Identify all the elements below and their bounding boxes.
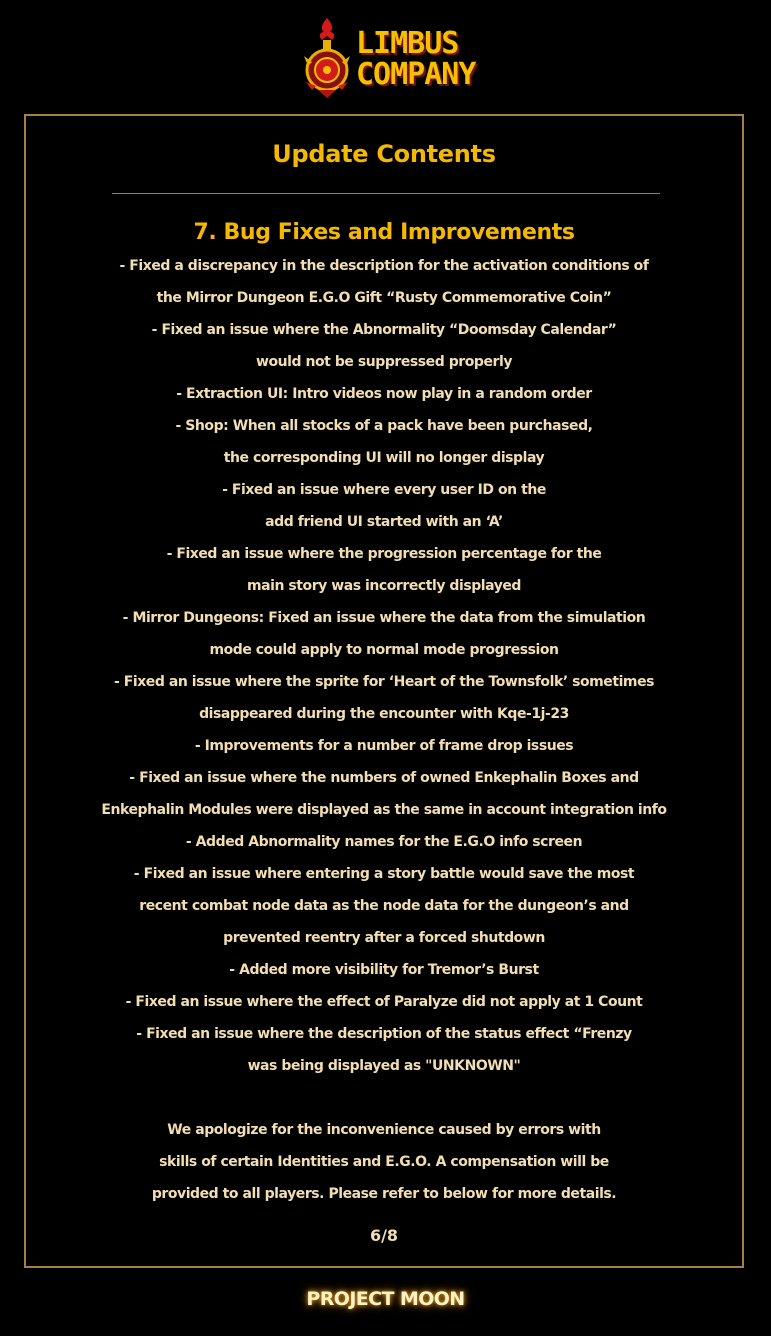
section-title: 7. Bug Fixes and Improvements (193, 220, 575, 245)
apology-line: We apologize for the inconvenience caused by errors with (167, 1122, 601, 1138)
text-line: - Fixed an issue where the sprite for ‘Heart of the Townsfolk’ sometimes (113, 674, 654, 690)
text-line: - Fixed a discrepancy in the description for the activation conditions of (119, 258, 649, 274)
text-line: - Fixed an issue where every user ID on the (222, 482, 546, 498)
text-line: - Fixed an issue where entering a story battle would save the most (133, 866, 635, 882)
text-line: - Fixed an issue where the description of the status effect “Frenzy (136, 1026, 632, 1042)
text-line: was being displayed as "UNKNOWN" (247, 1058, 521, 1074)
text-line: - Fixed an issue where the effect of Paralyze did not apply at 1 Count (125, 994, 643, 1010)
text-line: prevented reentry after a forced shutdown (223, 930, 545, 946)
text-line: - Fixed an issue where the numbers of owned Enkephalin Boxes and (129, 770, 639, 786)
paragraph-gap (26, 1082, 742, 1114)
logo-wordmark (356, 28, 475, 90)
text-line: - Shop: When all stocks of a pack have been purchased, (175, 418, 593, 434)
text-line: main story was incorrectly displayed (246, 578, 522, 594)
apology-line: provided to all players. Please refer to below for more details. (151, 1186, 617, 1202)
update-contents-panel (24, 114, 744, 1268)
title-divider (112, 193, 660, 194)
text-line: add friend UI started with an ‘A’ (265, 514, 503, 530)
text-line: the Mirror Dungeon E.G.O Gift “Rusty Commemorative Coin” (156, 290, 612, 306)
text-line: - Added Abnormality names for the E.G.O info screen (185, 834, 583, 850)
logo-wordmark-line1: LIMBUS (356, 26, 459, 61)
text-line: - Fixed an issue where the progression percentage for the (166, 546, 602, 562)
text-line: mode could apply to normal mode progression (209, 642, 559, 658)
text-line: - Mirror Dungeons: Fixed an issue where the data from the simulation (122, 610, 646, 626)
text-line: - Fixed an issue where the Abnormality “Doomsday Calendar” (151, 322, 617, 338)
text-line: the corresponding UI will no longer display (223, 450, 545, 466)
text-line: - Improvements for a number of frame drop issues (194, 738, 574, 754)
text-line: recent combat node data as the node data for the dungeon’s and (139, 898, 629, 914)
text-line: would not be suppressed properly (255, 354, 513, 370)
apology-line: skills of certain Identities and E.G.O. A compensation will be (159, 1154, 609, 1170)
text-line: - Extraction UI: Intro videos now play in a random order (176, 386, 592, 402)
project-moon-logo: PROJECT MOON (306, 1288, 465, 1310)
text-line: disappeared during the encounter with Kqe-1j-23 (199, 706, 569, 722)
panel-title: Update Contents (272, 140, 496, 168)
limbus-company-emblem-icon (300, 16, 354, 100)
text-line: - Added more visibility for Tremor’s Burst (229, 962, 539, 978)
text-line: Enkephalin Modules were displayed as the same in account integration info (101, 802, 667, 818)
page-number: 6/8 (369, 1226, 399, 1245)
panel-content (26, 216, 742, 1210)
limbus-company-logo (300, 16, 474, 100)
logo-wordmark-line2: COMPANY (356, 57, 476, 92)
